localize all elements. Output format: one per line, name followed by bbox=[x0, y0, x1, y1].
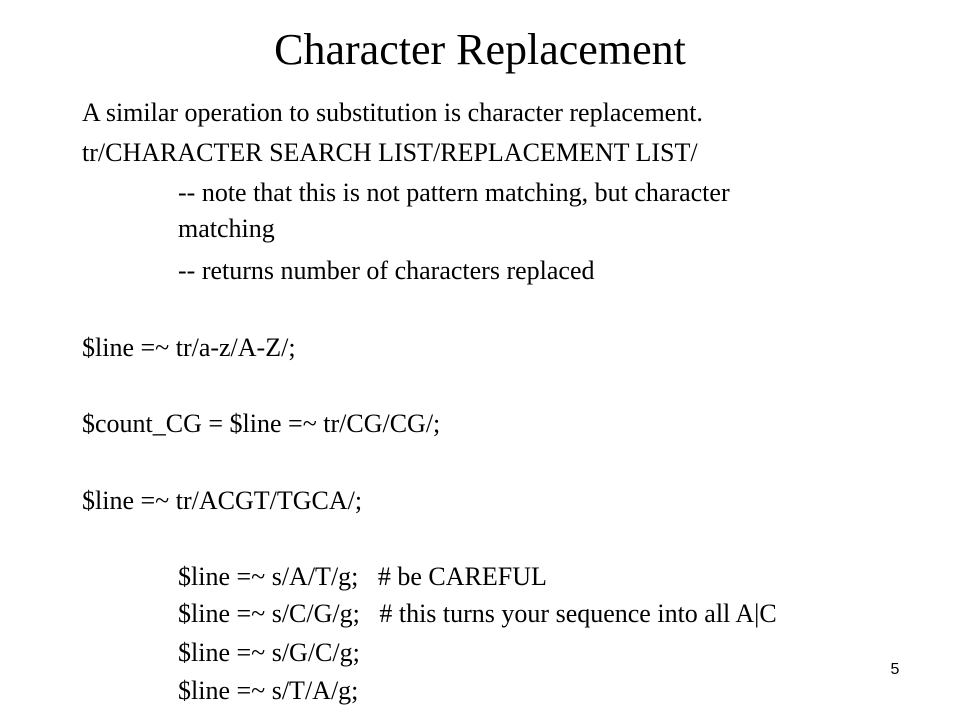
page-number: 5 bbox=[890, 661, 900, 678]
body-line-note: -- note that this is not pattern matching, but character bbox=[178, 178, 730, 207]
body-line-tr-syntax: tr/CHARACTER SEARCH LIST/REPLACEMENT LIST/ bbox=[82, 138, 698, 167]
slide-title: Character Replacement bbox=[274, 25, 686, 74]
code-line-complement: $line =~ tr/ACGT/TGCA/; bbox=[82, 486, 363, 515]
body-line-intro: A similar operation to substitution is character replacement. bbox=[82, 98, 703, 127]
body-line-note-continued: matching bbox=[178, 214, 275, 243]
body-line-returns: -- returns number of characters replaced bbox=[178, 256, 595, 285]
code-line-subst-g: $line =~ s/G/C/g; bbox=[178, 638, 360, 667]
code-line-subst-c: $line =~ s/C/G/g; # this turns your sequence into all A|C bbox=[178, 599, 777, 628]
code-line-subst-a: $line =~ s/A/T/g; # be CAREFUL bbox=[178, 562, 547, 591]
code-line-count-cg: $count_CG = $line =~ tr/CG/CG/; bbox=[82, 409, 441, 438]
code-line-uppercase: $line =~ tr/a-z/A-Z/; bbox=[82, 333, 296, 362]
code-line-subst-t: $line =~ s/T/A/g; bbox=[178, 676, 359, 705]
